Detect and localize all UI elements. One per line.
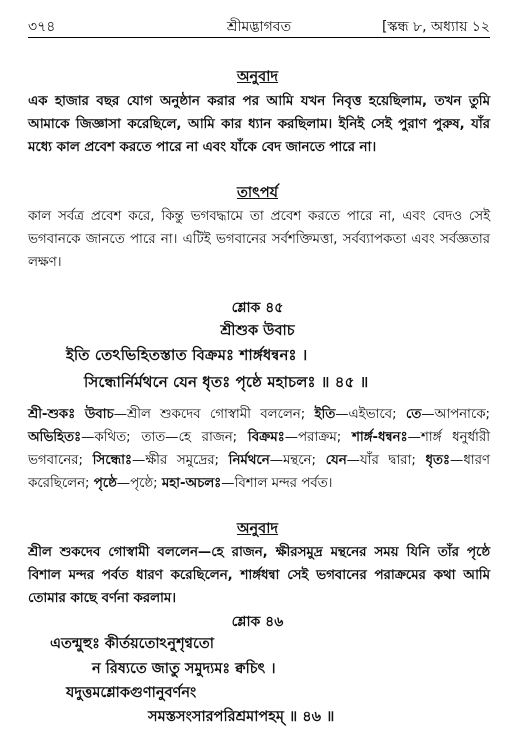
synonym-word: পৃষ্ঠে <box>93 476 117 491</box>
verse-45-speaker: শ্রীশুক উবাচ <box>220 323 295 339</box>
verse-46-line-2: ন রিষ্যতে জাতু সমুদ্যমঃ ক্বচিৎ । <box>92 661 276 677</box>
synonym-word: সিন্ধোঃ <box>92 453 133 468</box>
verse-45-synonyms <box>28 403 490 495</box>
verse-46-line-1: এতন্মুহুঃ কীর্তয়তোঽনুশৃণ্বতো <box>50 636 214 652</box>
verse-46-heading: শ্লোক ৪৬ <box>231 614 284 630</box>
synonym-word: ধৃতঃ <box>425 453 451 468</box>
page-number: ৩৭৪ <box>28 19 56 35</box>
synonym-word: অভিহিতঃ <box>28 430 82 445</box>
synonym-meaning: —ধারণ করেছিলেন; <box>28 453 490 491</box>
synonym-meaning: —যাঁর দ্বারা; <box>346 453 426 468</box>
verse-45-line-1: ইতি তেঽভিহিতস্তাত বিক্রমঃ শার্ঙ্গধন্বনঃ । <box>66 346 308 364</box>
page-header <box>28 15 490 37</box>
translation-heading: অনুবাদ <box>236 69 279 85</box>
synonym-meaning: —মন্থনে; <box>269 453 326 468</box>
synonym-meaning: —বিশাল মন্দর পর্বত। <box>221 476 333 491</box>
verse-46-line-3: যদুত্তমশ্লোকগুণানুবর্ণনং <box>66 685 197 701</box>
synonym-meaning: —শার্ঙ্গ ধনুর্ধারী ভগবানের; <box>28 430 491 468</box>
synonym-meaning: —শ্রীল শুকদেব গোস্বামী বললেন; <box>113 407 315 422</box>
synonym-meaning: —কথিত; তাত—হে রাজন; <box>81 430 248 445</box>
header-rule <box>28 37 490 38</box>
synonym-word: শার্ঙ্গ-ধন্বনঃ <box>351 430 408 445</box>
synonym-word: তে <box>405 407 422 422</box>
synonym-word: ইতি <box>314 407 336 422</box>
synonym-word: নির্মথনে <box>228 453 270 468</box>
synonym-word: শ্রী-শুকঃ উবাচ <box>28 407 114 422</box>
chapter-reference: [স্কন্ধ ৮, অধ্যায় ১২ <box>381 19 490 35</box>
synonym-word: যেন <box>325 453 347 468</box>
synonym-meaning: —ক্ষীর সমুদ্রের; <box>132 453 229 468</box>
purport-heading: তাৎপর্য <box>236 185 279 201</box>
book-title: শ্রীমদ্ভাগবত <box>226 19 292 35</box>
verse-45-translation-text: শ্রীল শুকদেব গোস্বামী বললেন—হে রাজন, ক্ষীরসমুদ্র মন্থনের সময় যিনি তাঁর পৃষ্ঠে বিশাল মন্দর পর্বত ধারণ করেছিলেন, শার্ঙ্গধন্বা সেই ভগবানের পরাক্রমের কথা আমি তোমার কাছে বর্ণনা করলাম। <box>28 545 490 606</box>
verse-45-line-2: সিন্ধোর্নির্মথনে যেন ধৃতঃ পৃষ্ঠে মহাচলঃ ॥ ৪৫ ॥ <box>84 373 369 391</box>
verse-46-line-4: সমস্তসংসারপরিশ্রমাপহম্ ॥ ৪৬ ॥ <box>148 709 335 725</box>
synonym-meaning: —পরাক্রম; <box>284 430 352 445</box>
verse-45-translation-heading: অনুবাদ <box>236 521 279 537</box>
synonym-meaning: —আপনাকে; <box>421 407 491 422</box>
translation-text: এক হাজার বছর যোগ অনুষ্ঠান করার পর আমি যখন নিবৃত্ত হয়েছিলাম, তখন তুমি আমাকে জিজ্ঞাসা করেছিলে, আমি কার ধ্যান করছিলাম। ইনিই সেই পুরাণ পুরুষ, যাঁর মধ্যে কাল প্রবেশ করতে পারে না এবং যাঁকে বেদ জানতে পারে না। <box>28 94 490 155</box>
synonym-meaning: —এইভাবে; <box>335 407 406 422</box>
verse-45-heading: শ্লোক ৪৫ <box>231 300 284 316</box>
synonym-word: মহা-অচলঃ <box>161 476 222 491</box>
synonym-word: বিক্রমঃ <box>247 430 285 445</box>
synonym-meaning: —পৃষ্ঠে; <box>116 476 162 491</box>
purport-text: কাল সর্বত্র প্রবেশ করে, কিন্তু ভগবদ্ধামে তা প্রবেশ করতে পারে না, এবং বেদও সেই ভগবানকে জানতে পারে না। এটিই ভগবানের সর্বশক্তিমত্তা, সর্বব্যাপকতা এবং সর্বজ্ঞতার লক্ষণ। <box>28 209 490 270</box>
